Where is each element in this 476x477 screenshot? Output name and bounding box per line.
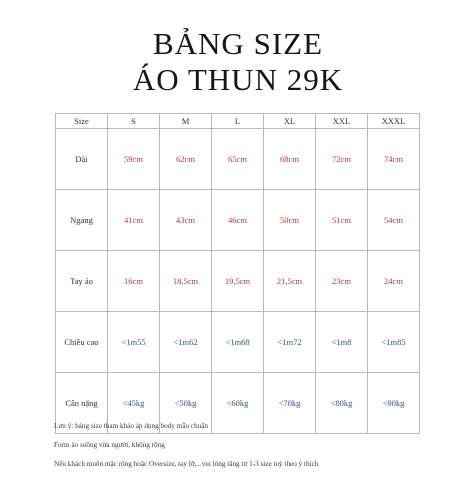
header-xxxl: XXXL bbox=[368, 114, 420, 129]
cell-length-m: 62cm bbox=[160, 129, 212, 190]
row-label-width: Ngang bbox=[56, 190, 108, 251]
row-label-sleeve: Tay áo bbox=[56, 251, 108, 312]
cell-height-l: <1m68 bbox=[212, 312, 264, 373]
cell-weight-m: <50kg bbox=[160, 373, 212, 434]
row-height bbox=[56, 312, 420, 373]
row-label-height: Chiều cao bbox=[56, 312, 108, 373]
cell-height-m: <1m62 bbox=[160, 312, 212, 373]
title-line-1: BẢNG SIZE bbox=[152, 26, 324, 61]
header-xxl: XXL bbox=[316, 114, 368, 129]
cell-sleeve-l: 19,5cm bbox=[212, 251, 264, 312]
header-row bbox=[56, 114, 420, 129]
row-length bbox=[56, 129, 420, 190]
cell-width-xxxl: 54cm bbox=[368, 190, 420, 251]
cell-sleeve-xxl: 23cm bbox=[316, 251, 368, 312]
cell-length-l: 65cm bbox=[212, 129, 264, 190]
header-m: M bbox=[160, 114, 212, 129]
row-sleeve bbox=[56, 251, 420, 312]
cell-weight-l: <60kg bbox=[212, 373, 264, 434]
note-oversize: Nếu khách muốn mặc rộng hoặc Oversize, tay lỡ,...vui lòng tăng từ 1-3 size tuỳ theo ý thích bbox=[54, 460, 319, 468]
cell-width-m: 43cm bbox=[160, 190, 212, 251]
cell-weight-xxxl: <90kg bbox=[368, 373, 420, 434]
cell-sleeve-s: 16cm bbox=[108, 251, 160, 312]
cell-width-l: 46cm bbox=[212, 190, 264, 251]
cell-width-xl: 50cm bbox=[264, 190, 316, 251]
note-fit: Form áo suông vừa người, không rộng bbox=[54, 441, 165, 449]
cell-length-xxl: 72cm bbox=[316, 129, 368, 190]
title-line-2: ÁO THUN 29K bbox=[132, 62, 344, 97]
size-table bbox=[55, 113, 420, 434]
cell-length-s: 59cm bbox=[108, 129, 160, 190]
cell-sleeve-xxxl: 24cm bbox=[368, 251, 420, 312]
header-s: S bbox=[108, 114, 160, 129]
cell-weight-s: <45kg bbox=[108, 373, 160, 434]
cell-sleeve-xl: 21,5cm bbox=[264, 251, 316, 312]
cell-length-xl: 68cm bbox=[264, 129, 316, 190]
cell-length-xxxl: 74cm bbox=[368, 129, 420, 190]
cell-sleeve-m: 18,5cm bbox=[160, 251, 212, 312]
header-xl: XL bbox=[264, 114, 316, 129]
note-reference: Lưu ý: bảng size tham khảo áp dụng body mẫu chuẩn bbox=[54, 422, 208, 430]
cell-height-xl: <1m72 bbox=[264, 312, 316, 373]
notes bbox=[54, 420, 474, 477]
header-l: L bbox=[212, 114, 264, 129]
row-width bbox=[56, 190, 420, 251]
cell-height-s: <1m55 bbox=[108, 312, 160, 373]
header-size: Size bbox=[56, 114, 108, 129]
cell-height-xxl: <1m8 bbox=[316, 312, 368, 373]
cell-weight-xl: <70kg bbox=[264, 373, 316, 434]
cell-width-xxl: 51cm bbox=[316, 190, 368, 251]
cell-width-s: 41cm bbox=[108, 190, 160, 251]
cell-weight-xxl: <80kg bbox=[316, 373, 368, 434]
row-label-weight: Cân nặng bbox=[56, 373, 108, 434]
cell-height-xxxl: <1m85 bbox=[368, 312, 420, 373]
row-label-length: Dài bbox=[56, 129, 108, 190]
